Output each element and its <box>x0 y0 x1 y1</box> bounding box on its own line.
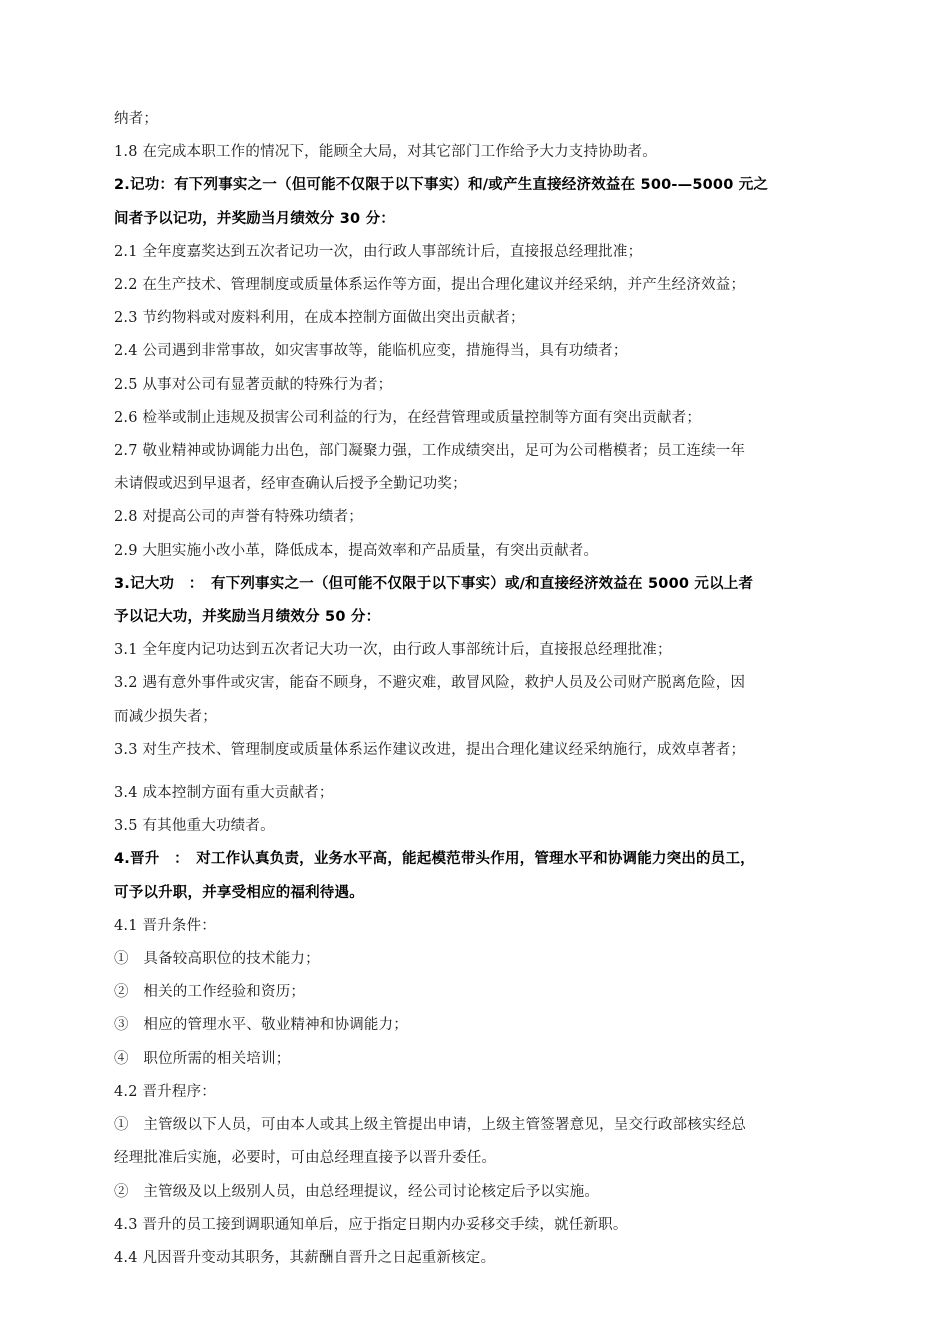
section-heading: 2.记功：有下列事实之一（但可能不仅限于以下事实）和/或产生直接经济效益在 500-—5000 元之 <box>114 177 769 194</box>
text-line: 2.6 检举或制止违规及损害公司利益的行为，在经营管理或质量控制等方面有突出贡献者； <box>114 409 702 426</box>
list-item: ② 相关的工作经验和资历； <box>114 984 306 1001</box>
document-body <box>114 103 854 1275</box>
text-line: 3.5 有其他重大功绩者。 <box>114 818 275 835</box>
section-heading: 4.晋升 ： 对工作认真负责，业务水平高，能起模范带头作用，管理水平和协调能力突出的员工， <box>114 851 755 868</box>
text-line: 2.2 在生产技术、管理制度或质量体系运作等方面，提出合理化建议并经采纳，并产生经济效益； <box>114 277 746 294</box>
section-heading: 可予以升职，并享受相应的福利待遇。 <box>114 884 364 901</box>
list-item: ③ 相应的管理水平、敬业精神和协调能力； <box>114 1017 408 1034</box>
text-line: 纳者； <box>114 111 159 127</box>
list-item: ② 主管级及以上级别人员，由总经理提议，经公司讨论核定后予以实施。 <box>114 1183 600 1200</box>
text-line: 2.5 从事对公司有显著贡献的特殊行为者； <box>114 376 393 393</box>
text-line: 3.3 对生产技术、管理制度或质量体系运作建议改进，提出合理化建议经采纳施行，成效卓著者； <box>114 741 746 758</box>
text-line: 2.8 对提高公司的声誉有特殊功绩者； <box>114 509 363 526</box>
text-line: 4.2 晋升程序： <box>114 1083 216 1100</box>
section-heading: 予以记大功，并奖励当月绩效分 50 分： <box>114 609 381 626</box>
text-line: 3.1 全年度内记功达到五次者记大功一次，由行政人事部统计后，直接报总经理批准； <box>114 642 672 659</box>
text-line: 3.2 遇有意外事件或灾害，能奋不顾身，不避灾难，敢冒风险，救护人员及公司财产脱离危险，因 <box>114 675 746 692</box>
text-line: 4.4 凡因晋升变动其职务，其薪酬自晋升之日起重新核定。 <box>114 1249 496 1266</box>
text-line: 4.1 晋升条件： <box>114 917 216 934</box>
list-item: ① 主管级以下人员，可由本人或其上级主管提出申请，上级主管签署意见，呈交行政部核实经总 <box>114 1117 747 1134</box>
section-heading: 间者予以记功，并奖励当月绩效分 30 分： <box>114 210 395 227</box>
text-line: 2.1 全年度嘉奖达到五次者记功一次，由行政人事部统计后，直接报总经理批准； <box>114 243 643 260</box>
text-line: 2.3 节约物料或对废料利用，在成本控制方面做出突出贡献者； <box>114 310 525 327</box>
section-heading: 3.记大功 ： 有下列事实之一（但可能不仅限于以下事实）或/和直接经济效益在 5000 元以上者 <box>114 575 754 592</box>
list-item: 经理批准后实施，必要时，可由总经理直接予以晋升委任。 <box>114 1150 497 1167</box>
text-line: 2.4 公司遇到非常事故，如灾害事故等，能临机应变，措施得当，具有功绩者； <box>114 343 628 360</box>
list-item: ① 具备较高职位的技术能力； <box>114 951 320 968</box>
text-line: 4.3 晋升的员工接到调职通知单后，应于指定日期内办妥移交手续，就任新职。 <box>114 1216 628 1233</box>
text-line: 2.7 敬业精神或协调能力出色，部门凝聚力强，工作成绩突出，足可为公司楷模者；员工连续一年 <box>114 443 746 460</box>
text-line: 2.9 大胆实施小改小革，降低成本，提高效率和产品质量，有突出贡献者。 <box>114 542 599 559</box>
text-line: 未请假或迟到早退者，经审查确认后授予全勤记功奖； <box>114 476 467 493</box>
text-line: 而减少损失者； <box>114 708 217 725</box>
list-item: ④ 职位所需的相关培训； <box>114 1050 291 1067</box>
text-line: 1.8 在完成本职工作的情况下，能顾全大局，对其它部门工作给予大力支持协助者。 <box>114 144 657 161</box>
text-line: 3.4 成本控制方面有重大贡献者； <box>114 785 334 802</box>
